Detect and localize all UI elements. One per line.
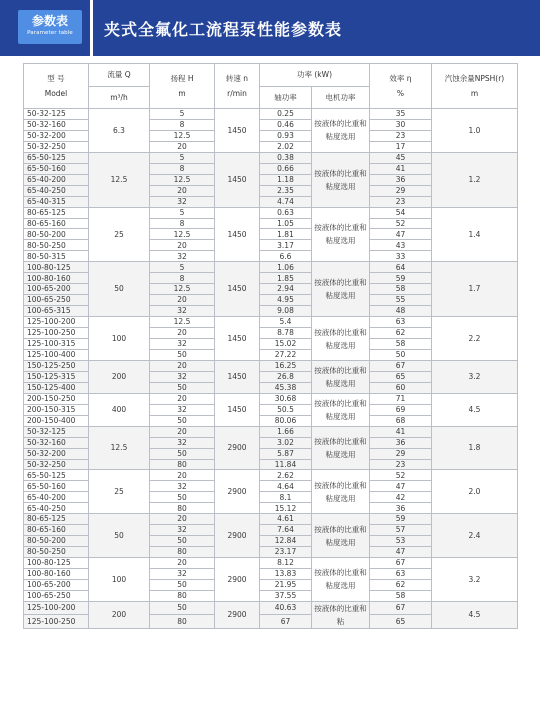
head-cell: 8 (150, 273, 215, 284)
model-cell: 80-50-250 (24, 240, 89, 251)
head-cell: 5 (150, 207, 215, 218)
flow-cell: 6.3 (89, 109, 150, 153)
head-cell: 32 (150, 525, 215, 536)
shaft-power-cell: 5.4 (260, 317, 312, 328)
head-cell: 8 (150, 163, 215, 174)
efficiency-cell: 36 (370, 174, 432, 185)
shaft-power-cell: 15.02 (260, 339, 312, 350)
table-row (24, 426, 518, 437)
head-cell: 50 (150, 382, 215, 393)
efficiency-cell: 69 (370, 404, 432, 415)
motor-power-cell: 按液体的比重和粘度选用 (312, 514, 370, 558)
npsh-cell: 3.2 (432, 360, 518, 393)
model-cell: 65-40-250 (24, 185, 89, 196)
table-row (24, 514, 518, 525)
header-divider (90, 0, 93, 56)
col-speed-unit: r/min (227, 88, 247, 98)
motor-power-cell: 按液体的比重和粘度选用 (312, 558, 370, 602)
model-cell: 65-40-250 (24, 503, 89, 514)
efficiency-cell: 23 (370, 459, 432, 470)
model-cell: 100-65-250 (24, 295, 89, 306)
shaft-power-cell: 15.12 (260, 503, 312, 514)
head-cell: 12.5 (150, 130, 215, 141)
shaft-power-cell: 6.6 (260, 251, 312, 262)
table-row (24, 558, 518, 569)
head-cell: 8 (150, 218, 215, 229)
head-cell: 20 (150, 141, 215, 152)
motor-power-cell: 按液体的比重和粘度选用 (312, 317, 370, 361)
efficiency-cell: 41 (370, 426, 432, 437)
table-row (24, 207, 518, 218)
col-speed-label: 转速 n (225, 73, 249, 83)
head-cell: 12.5 (150, 284, 215, 295)
model-cell: 50-32-160 (24, 119, 89, 130)
head-cell: 20 (150, 558, 215, 569)
efficiency-cell: 30 (370, 119, 432, 130)
flow-cell: 50 (89, 262, 150, 317)
head-cell: 20 (150, 426, 215, 437)
model-cell: 100-80-125 (24, 262, 89, 273)
model-cell: 80-65-160 (24, 218, 89, 229)
npsh-cell: 1.0 (432, 109, 518, 153)
npsh-cell: 1.2 (432, 152, 518, 207)
motor-power-cell: 按液体的比重和粘度选用 (312, 152, 370, 207)
head-cell: 20 (150, 360, 215, 371)
table-row (24, 470, 518, 481)
efficiency-cell: 29 (370, 185, 432, 196)
shaft-power-cell: 12.84 (260, 536, 312, 547)
shaft-power-cell: 8.1 (260, 492, 312, 503)
efficiency-cell: 67 (370, 360, 432, 371)
section-tag-cn: 参数表 (31, 14, 68, 28)
col-speed (215, 64, 260, 109)
table-row (24, 393, 518, 404)
head-cell: 20 (150, 240, 215, 251)
speed-cell: 1450 (215, 152, 260, 207)
col-model (24, 64, 89, 109)
head-cell: 50 (150, 349, 215, 360)
shaft-power-cell: 0.46 (260, 119, 312, 130)
head-cell: 80 (150, 503, 215, 514)
motor-power-cell: 按液体的比重和粘度选用 (312, 262, 370, 317)
model-cell: 80-65-125 (24, 514, 89, 525)
npsh-cell: 3.2 (432, 558, 518, 602)
shaft-power-cell: 26.8 (260, 371, 312, 382)
efficiency-cell: 64 (370, 262, 432, 273)
head-cell: 32 (150, 196, 215, 207)
head-cell: 5 (150, 152, 215, 163)
shaft-power-cell: 3.02 (260, 437, 312, 448)
head-cell: 20 (150, 514, 215, 525)
table-row (24, 601, 518, 615)
efficiency-cell: 33 (370, 251, 432, 262)
speed-cell: 1450 (215, 109, 260, 153)
section-tag (18, 10, 82, 44)
efficiency-cell: 68 (370, 415, 432, 426)
head-cell: 50 (150, 492, 215, 503)
efficiency-cell: 50 (370, 349, 432, 360)
table-body (24, 109, 518, 629)
head-cell: 80 (150, 459, 215, 470)
head-cell: 32 (150, 371, 215, 382)
shaft-power-cell: 4.61 (260, 514, 312, 525)
shaft-power-cell: 4.95 (260, 295, 312, 306)
efficiency-cell: 47 (370, 229, 432, 240)
shaft-power-cell: 1.06 (260, 262, 312, 273)
npsh-cell: 2.0 (432, 470, 518, 514)
motor-power-cell: 按液体的比重和粘度选用 (312, 109, 370, 153)
head-cell: 32 (150, 339, 215, 350)
speed-cell: 2900 (215, 426, 260, 470)
model-cell: 200-150-250 (24, 393, 89, 404)
model-cell: 50-32-250 (24, 141, 89, 152)
efficiency-cell: 65 (370, 371, 432, 382)
model-cell: 125-100-250 (24, 328, 89, 339)
efficiency-cell: 54 (370, 207, 432, 218)
head-cell: 50 (150, 415, 215, 426)
flow-cell: 400 (89, 393, 150, 426)
motor-power-cell: 按液体的比重和粘度选用 (312, 207, 370, 262)
efficiency-cell: 48 (370, 306, 432, 317)
shaft-power-cell: 5.87 (260, 448, 312, 459)
table-row (24, 152, 518, 163)
head-cell: 32 (150, 251, 215, 262)
efficiency-cell: 52 (370, 470, 432, 481)
efficiency-cell: 63 (370, 317, 432, 328)
table-row (24, 109, 518, 120)
efficiency-cell: 58 (370, 284, 432, 295)
model-cell: 100-80-160 (24, 569, 89, 580)
shaft-power-cell: 2.94 (260, 284, 312, 295)
efficiency-cell: 62 (370, 328, 432, 339)
flow-cell: 25 (89, 470, 150, 514)
col-flow-unit: m³/h (89, 87, 150, 109)
col-flow: 流量 Q (89, 64, 150, 87)
col-head (150, 64, 215, 109)
motor-power-cell: 按液体的比重和粘度选用 (312, 360, 370, 393)
col-efficiency-unit: % (396, 88, 405, 98)
model-cell: 50-32-200 (24, 130, 89, 141)
shaft-power-cell: 2.02 (260, 141, 312, 152)
efficiency-cell: 42 (370, 492, 432, 503)
model-cell: 80-50-200 (24, 229, 89, 240)
speed-cell: 1450 (215, 317, 260, 361)
motor-power-cell: 按液体的比重和粘度选用 (312, 426, 370, 470)
model-cell: 80-50-315 (24, 251, 89, 262)
model-cell: 125-100-315 (24, 339, 89, 350)
head-cell: 32 (150, 404, 215, 415)
col-head-label: 扬程 H (170, 73, 194, 83)
shaft-power-cell: 0.25 (260, 109, 312, 120)
model-cell: 125-100-250 (24, 615, 89, 629)
model-cell: 200-150-315 (24, 404, 89, 415)
model-cell: 100-80-160 (24, 273, 89, 284)
model-cell: 100-65-315 (24, 306, 89, 317)
model-cell: 200-150-400 (24, 415, 89, 426)
head-cell: 32 (150, 569, 215, 580)
col-model-cn: 型 号 (47, 73, 65, 83)
head-cell: 32 (150, 481, 215, 492)
table-row (24, 262, 518, 273)
head-cell: 5 (150, 262, 215, 273)
npsh-cell: 1.7 (432, 262, 518, 317)
shaft-power-cell: 2.62 (260, 470, 312, 481)
head-cell: 50 (150, 448, 215, 459)
npsh-cell: 4.5 (432, 393, 518, 426)
speed-cell: 2900 (215, 558, 260, 602)
shaft-power-cell: 1.05 (260, 218, 312, 229)
head-cell: 50 (150, 579, 215, 590)
motor-power-cell: 按液体的比重和粘度选用 (312, 470, 370, 514)
shaft-power-cell: 4.64 (260, 481, 312, 492)
flow-cell: 100 (89, 558, 150, 602)
shaft-power-cell: 80.06 (260, 415, 312, 426)
speed-cell: 1450 (215, 207, 260, 262)
model-cell: 150-125-250 (24, 360, 89, 371)
model-cell: 125-100-200 (24, 317, 89, 328)
head-cell: 12.5 (150, 174, 215, 185)
section-tag-en: Parameter table (27, 30, 73, 36)
motor-power-cell: 按液体的比重和粘度选用 (312, 393, 370, 426)
model-cell: 80-65-125 (24, 207, 89, 218)
head-cell: 50 (150, 536, 215, 547)
page-title: 夹式全氟化工流程泵性能参数表 (104, 20, 343, 39)
shaft-power-cell: 13.83 (260, 569, 312, 580)
parameter-table (23, 63, 518, 629)
model-cell: 100-65-200 (24, 284, 89, 295)
head-cell: 5 (150, 109, 215, 120)
shaft-power-cell: 67 (260, 615, 312, 629)
speed-cell: 2900 (215, 601, 260, 628)
head-cell: 12.5 (150, 317, 215, 328)
efficiency-cell: 62 (370, 579, 432, 590)
speed-cell: 2900 (215, 514, 260, 558)
model-cell: 65-50-160 (24, 481, 89, 492)
col-head-unit: m (178, 88, 186, 98)
page-header (0, 0, 540, 56)
shaft-power-cell: 40.63 (260, 601, 312, 615)
model-cell: 150-125-400 (24, 382, 89, 393)
table-header (24, 64, 518, 109)
efficiency-cell: 36 (370, 503, 432, 514)
shaft-power-cell: 0.63 (260, 207, 312, 218)
flow-cell: 25 (89, 207, 150, 262)
efficiency-cell: 59 (370, 273, 432, 284)
model-cell: 80-65-160 (24, 525, 89, 536)
shaft-power-cell: 21.95 (260, 579, 312, 590)
shaft-power-cell: 0.38 (260, 152, 312, 163)
shaft-power-cell: 11.84 (260, 459, 312, 470)
flow-cell: 100 (89, 317, 150, 361)
speed-cell: 2900 (215, 470, 260, 514)
efficiency-cell: 71 (370, 393, 432, 404)
efficiency-cell: 23 (370, 196, 432, 207)
model-cell: 50-32-160 (24, 437, 89, 448)
shaft-power-cell: 1.66 (260, 426, 312, 437)
speed-cell: 1450 (215, 262, 260, 317)
efficiency-cell: 23 (370, 130, 432, 141)
head-cell: 50 (150, 601, 215, 615)
shaft-power-cell: 27.22 (260, 349, 312, 360)
efficiency-cell: 36 (370, 437, 432, 448)
head-cell: 20 (150, 295, 215, 306)
npsh-cell: 2.4 (432, 514, 518, 558)
shaft-power-cell: 8.12 (260, 558, 312, 569)
efficiency-cell: 63 (370, 569, 432, 580)
efficiency-cell: 29 (370, 448, 432, 459)
shaft-power-cell: 1.85 (260, 273, 312, 284)
flow-cell: 50 (89, 514, 150, 558)
efficiency-cell: 57 (370, 525, 432, 536)
motor-power-cell: 按液体的比重和粘 (312, 601, 370, 628)
npsh-cell: 1.4 (432, 207, 518, 262)
model-cell: 50-32-125 (24, 426, 89, 437)
table-row (24, 317, 518, 328)
head-cell: 20 (150, 185, 215, 196)
head-cell: 80 (150, 615, 215, 629)
head-cell: 8 (150, 119, 215, 130)
efficiency-cell: 47 (370, 481, 432, 492)
efficiency-cell: 58 (370, 590, 432, 601)
shaft-power-cell: 45.38 (260, 382, 312, 393)
shaft-power-cell: 0.93 (260, 130, 312, 141)
col-motor-power: 电机功率 (312, 87, 370, 109)
table-row (24, 360, 518, 371)
flow-cell: 200 (89, 360, 150, 393)
efficiency-cell: 55 (370, 295, 432, 306)
efficiency-cell: 41 (370, 163, 432, 174)
efficiency-cell: 53 (370, 536, 432, 547)
shaft-power-cell: 30.68 (260, 393, 312, 404)
speed-cell: 1450 (215, 360, 260, 393)
flow-cell: 12.5 (89, 152, 150, 207)
shaft-power-cell: 16.25 (260, 360, 312, 371)
model-cell: 50-32-200 (24, 448, 89, 459)
shaft-power-cell: 23.17 (260, 547, 312, 558)
flow-cell: 12.5 (89, 426, 150, 470)
efficiency-cell: 17 (370, 141, 432, 152)
model-cell: 100-80-125 (24, 558, 89, 569)
shaft-power-cell: 8.78 (260, 328, 312, 339)
model-cell: 65-40-315 (24, 196, 89, 207)
efficiency-cell: 45 (370, 152, 432, 163)
efficiency-cell: 59 (370, 514, 432, 525)
head-cell: 12.5 (150, 229, 215, 240)
head-cell: 80 (150, 547, 215, 558)
head-cell: 32 (150, 306, 215, 317)
model-cell: 65-50-125 (24, 152, 89, 163)
efficiency-cell: 47 (370, 547, 432, 558)
col-model-en: Model (44, 88, 68, 98)
efficiency-cell: 67 (370, 601, 432, 615)
head-cell: 20 (150, 328, 215, 339)
efficiency-cell: 65 (370, 615, 432, 629)
model-cell: 125-100-200 (24, 601, 89, 615)
flow-cell: 200 (89, 601, 150, 628)
efficiency-cell: 43 (370, 240, 432, 251)
model-cell: 65-50-160 (24, 163, 89, 174)
model-cell: 50-32-250 (24, 459, 89, 470)
col-npsh-label: 汽蚀余量NPSH(r) (444, 73, 505, 83)
model-cell: 100-65-200 (24, 579, 89, 590)
shaft-power-cell: 4.74 (260, 196, 312, 207)
head-cell: 20 (150, 470, 215, 481)
npsh-cell: 1.8 (432, 426, 518, 470)
col-efficiency (370, 64, 432, 109)
col-power: 功率 (kW) (260, 64, 370, 87)
efficiency-cell: 58 (370, 339, 432, 350)
col-efficiency-label: 效率 η (389, 73, 412, 83)
model-cell: 65-40-200 (24, 174, 89, 185)
model-cell: 80-50-200 (24, 536, 89, 547)
shaft-power-cell: 1.81 (260, 229, 312, 240)
npsh-cell: 2.2 (432, 317, 518, 361)
shaft-power-cell: 37.55 (260, 590, 312, 601)
shaft-power-cell: 7.64 (260, 525, 312, 536)
shaft-power-cell: 9.08 (260, 306, 312, 317)
shaft-power-cell: 3.17 (260, 240, 312, 251)
head-cell: 80 (150, 590, 215, 601)
efficiency-cell: 52 (370, 218, 432, 229)
model-cell: 150-125-315 (24, 371, 89, 382)
head-cell: 32 (150, 437, 215, 448)
head-cell: 20 (150, 393, 215, 404)
shaft-power-cell: 2.35 (260, 185, 312, 196)
model-cell: 65-40-200 (24, 492, 89, 503)
model-cell: 80-50-250 (24, 547, 89, 558)
model-cell: 125-100-400 (24, 349, 89, 360)
model-cell: 100-65-250 (24, 590, 89, 601)
shaft-power-cell: 0.66 (260, 163, 312, 174)
npsh-cell: 4.5 (432, 601, 518, 628)
shaft-power-cell: 50.5 (260, 404, 312, 415)
col-npsh (432, 64, 518, 109)
efficiency-cell: 67 (370, 558, 432, 569)
shaft-power-cell: 1.18 (260, 174, 312, 185)
speed-cell: 1450 (215, 393, 260, 426)
model-cell: 65-50-125 (24, 470, 89, 481)
efficiency-cell: 60 (370, 382, 432, 393)
col-npsh-unit: m (470, 88, 479, 98)
model-cell: 50-32-125 (24, 109, 89, 120)
efficiency-cell: 35 (370, 109, 432, 120)
col-shaft-power: 轴功率 (260, 87, 312, 109)
